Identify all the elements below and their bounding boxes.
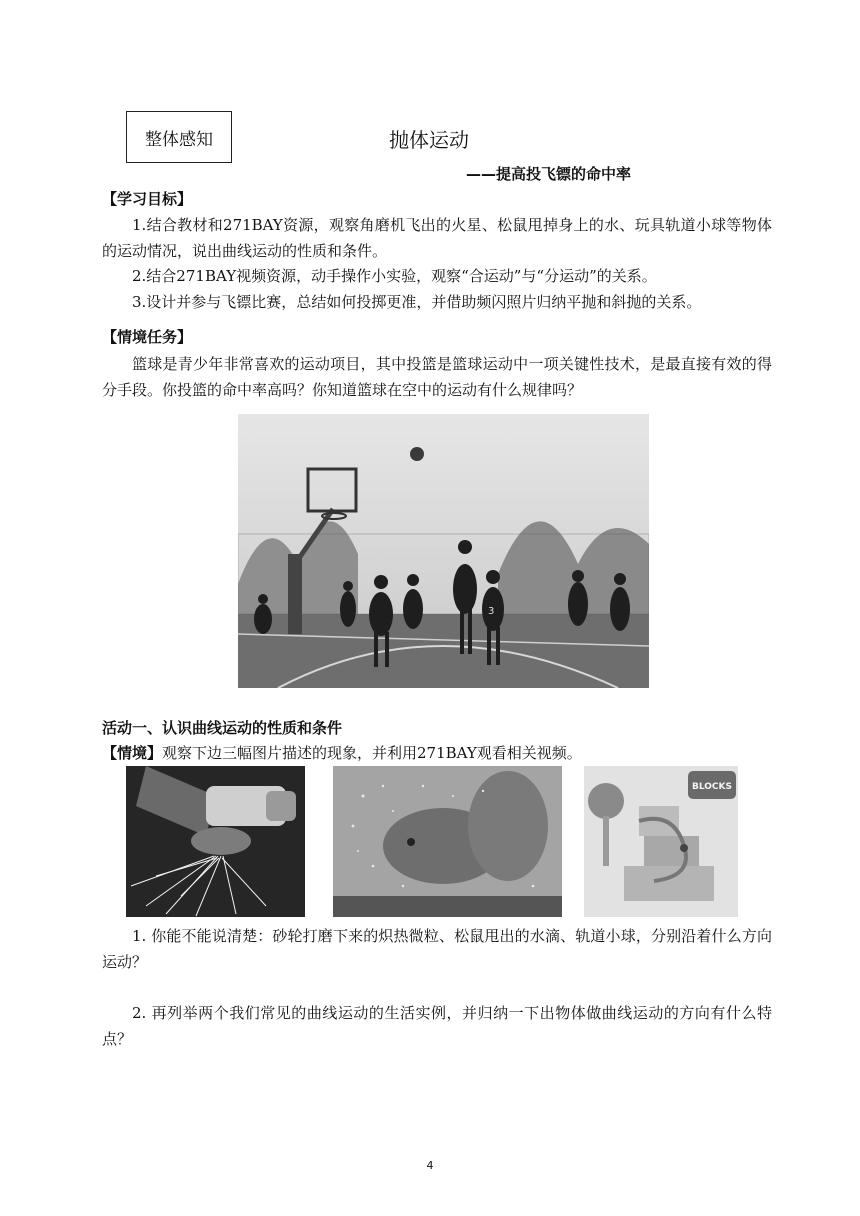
lesson-title: 抛体运动 [389,128,469,152]
situation-text: 观察下边三幅图片描述的现象，并利用271BAY观看相关视频。 [162,744,582,762]
squirrel-shaking-water-photo [333,766,562,917]
situation-label: 【情境】 [102,744,163,762]
page-number: 4 [426,1159,434,1172]
basketball-photo [238,414,649,688]
scenario-heading: 【情境任务】 [102,328,193,346]
goals-heading: 【学习目标】 [102,190,193,208]
activity1-heading: 活动一、认识曲线运动的性质和条件 [102,719,343,737]
section-label-box [126,111,232,163]
question-2: 2. 再列举两个我们常见的曲线运动的生活实例，并归纳一下出物体做曲线运动的方向有什么特点？ [102,1004,772,1048]
lesson-subtitle: ——提高投飞镖的命中率 [466,165,632,183]
goal-item-3: 3.设计并参与飞镖比赛，总结如何投掷更准，并借助频闪照片归纳平抛和斜抛的关系。 [132,293,702,311]
scenario-text: 篮球是青少年非常喜欢的运动项目，其中投篮是篮球运动中一项关键性技术，是最直接有效的得分手段。你投篮的命中率高吗？你知道篮球在空中的运动有什么规律吗？ [102,355,772,399]
angle-grinder-photo [126,766,305,917]
question-1: 1. 你能不能说清楚：砂轮打磨下来的炽热微粒、松鼠甩出的水滴、轨道小球，分别沿着什么方向运动？ [102,927,772,971]
goal-item-2: 2.结合271BAY视频资源，动手操作小实验，观察“合运动”与“分运动”的关系。 [132,267,657,285]
section-label: 整体感知 [145,129,213,150]
toy-track-ball-photo [584,766,738,917]
toy-logo-text: BLOCKS [692,782,732,792]
situation-line [102,741,774,767]
goal-item-1: 1.结合教材和271BAY资源，观察角磨机飞出的火星、松鼠甩掉身上的水、玩具轨道小球等物体的运动情况，说出曲线运动的性质和条件。 [102,216,772,260]
jersey-number: 3 [488,606,495,617]
